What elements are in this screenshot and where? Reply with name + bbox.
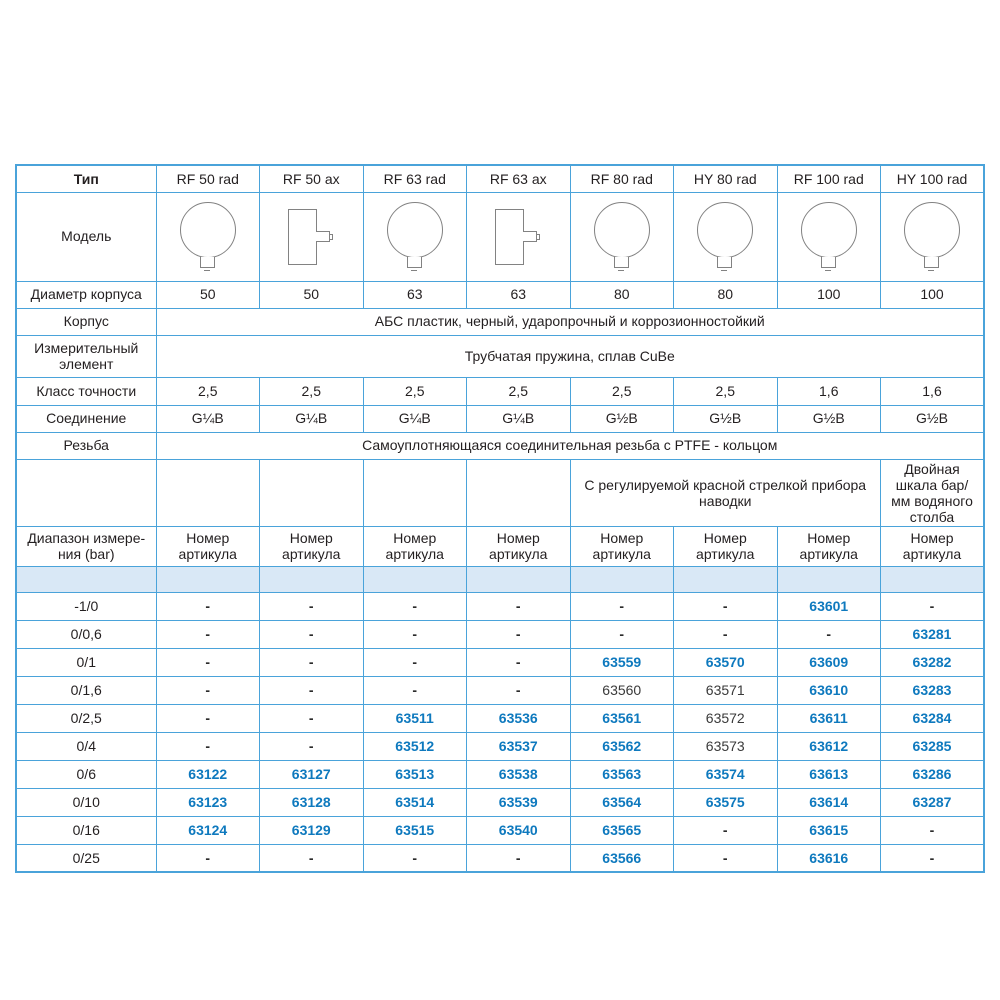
- spec-value-cell: 80: [674, 281, 778, 308]
- spec-row-label: Резьба: [16, 432, 156, 459]
- spec-value-cell: 63: [363, 281, 467, 308]
- empty-dash-cell: -: [674, 592, 778, 620]
- column-header-hy-80-rad: HY 80 rad: [674, 165, 778, 192]
- table-body: [16, 165, 984, 872]
- table-row-range: [16, 648, 984, 676]
- article-line1: Номер: [600, 530, 644, 547]
- article-number-cell: 63284: [881, 704, 985, 732]
- empty-dash-cell: -: [570, 592, 674, 620]
- article-number-cell: 63511: [363, 704, 467, 732]
- empty-dash-cell: -: [260, 592, 364, 620]
- spec-value-cell: G½B: [674, 405, 778, 432]
- article-number-cell: 63129: [260, 816, 364, 844]
- spec-row-label: Диаметр корпуса: [16, 281, 156, 308]
- empty-dash-cell: -: [467, 620, 571, 648]
- spec-value-cell: G¼B: [260, 405, 364, 432]
- table-row-spec: [16, 405, 984, 432]
- empty-dash-cell: -: [777, 620, 881, 648]
- article-number-header: [881, 526, 985, 566]
- shaded-empty-cell: [156, 566, 260, 592]
- table-row-spec: [16, 335, 984, 377]
- shaded-empty-cell: [881, 566, 985, 592]
- article-number-cell: 63570: [674, 648, 778, 676]
- spec-value-cell: 2,5: [467, 377, 571, 405]
- model-cell: [467, 192, 571, 281]
- article-number-header: [363, 526, 467, 566]
- column-header-rf-50-rad: RF 50 rad: [156, 165, 260, 192]
- model-cell: [156, 192, 260, 281]
- empty-dash-cell: -: [467, 648, 571, 676]
- article-line1: Номер: [910, 530, 954, 547]
- article-number-cell: 63540: [467, 816, 571, 844]
- table-row-range: [16, 816, 984, 844]
- dual-scale-feature-header: [881, 459, 985, 526]
- feature-empty-cell: [260, 459, 364, 526]
- article-number-cell: 63616: [777, 844, 881, 872]
- article-number-header: [570, 526, 674, 566]
- article-number-cell: 63573: [674, 732, 778, 760]
- range-label: 0/1,6: [16, 676, 156, 704]
- article-number-cell: 63539: [467, 788, 571, 816]
- spec-value-cell: 2,5: [156, 377, 260, 405]
- spec-value-cell: 100: [777, 281, 881, 308]
- table-row-range: [16, 788, 984, 816]
- article-number-cell: 63283: [881, 676, 985, 704]
- spec-value-cell: 2,5: [674, 377, 778, 405]
- range-label: 0/16: [16, 816, 156, 844]
- gauge-axial-icon: [492, 208, 544, 266]
- article-number-cell: 63610: [777, 676, 881, 704]
- article-number-cell: 63560: [570, 676, 674, 704]
- article-line2: артикула: [902, 546, 962, 563]
- feature-empty-label: [16, 459, 156, 526]
- spec-span-cell: АБС пластик, черный, ударопрочный и коррозионностойкий: [156, 308, 984, 335]
- article-number-cell: 63286: [881, 760, 985, 788]
- article-number-cell: 63128: [260, 788, 364, 816]
- spec-value-cell: 1,6: [777, 377, 881, 405]
- table-row-model: [16, 192, 984, 281]
- column-header-rf-63-rad: RF 63 rad: [363, 165, 467, 192]
- empty-dash-cell: -: [363, 592, 467, 620]
- article-number-cell: 63574: [674, 760, 778, 788]
- article-line1: Номер: [393, 530, 437, 547]
- article-number-cell: 63127: [260, 760, 364, 788]
- gauge-axial-icon: [285, 208, 337, 266]
- model-cell: [777, 192, 881, 281]
- empty-dash-cell: -: [674, 620, 778, 648]
- spec-value-cell: 80: [570, 281, 674, 308]
- gauge-radial-icon: [593, 201, 651, 273]
- empty-dash-cell: -: [260, 676, 364, 704]
- empty-dash-cell: -: [260, 648, 364, 676]
- empty-dash-cell: -: [156, 732, 260, 760]
- empty-dash-cell: -: [156, 844, 260, 872]
- empty-dash-cell: -: [363, 676, 467, 704]
- range-label: 0/4: [16, 732, 156, 760]
- range-label: 0/6: [16, 760, 156, 788]
- empty-dash-cell: -: [363, 620, 467, 648]
- table-row-spec: [16, 432, 984, 459]
- table-row-type: [16, 165, 984, 192]
- article-line2: артикула: [799, 546, 858, 563]
- table-row-range: [16, 760, 984, 788]
- article-number-cell: 63572: [674, 704, 778, 732]
- empty-dash-cell: -: [156, 592, 260, 620]
- article-number-cell: 63282: [881, 648, 985, 676]
- spec-value-cell: G½B: [777, 405, 881, 432]
- empty-dash-cell: -: [156, 648, 260, 676]
- red-pointer-feature-header: С регулируемой красной стрелкой прибора наводки: [570, 459, 881, 526]
- article-number-cell: 63575: [674, 788, 778, 816]
- spec-value-cell: 50: [260, 281, 364, 308]
- range-label: 0/0,6: [16, 620, 156, 648]
- gauge-radial-icon: [800, 201, 858, 273]
- spec-value-cell: 63: [467, 281, 571, 308]
- spec-row-label: Соединение: [16, 405, 156, 432]
- table-row-range: [16, 732, 984, 760]
- article-line1: Номер: [703, 530, 747, 547]
- article-number-cell: 63615: [777, 816, 881, 844]
- empty-dash-cell: -: [467, 676, 571, 704]
- article-number-cell: 63563: [570, 760, 674, 788]
- empty-dash-cell: -: [156, 704, 260, 732]
- article-number-cell: 63513: [363, 760, 467, 788]
- article-number-cell: 63514: [363, 788, 467, 816]
- empty-dash-cell: -: [156, 620, 260, 648]
- article-number-cell: 63536: [467, 704, 571, 732]
- table-row-spec: [16, 308, 984, 335]
- article-line2: артикула: [696, 546, 755, 563]
- article-number-cell: 63614: [777, 788, 881, 816]
- model-cell: [881, 192, 985, 281]
- table-row-range: [16, 844, 984, 872]
- empty-dash-cell: -: [881, 844, 985, 872]
- article-number-cell: 63601: [777, 592, 881, 620]
- range-label: 0/10: [16, 788, 156, 816]
- spec-value-cell: 100: [881, 281, 985, 308]
- spec-row-label: Измерительный элемент: [16, 335, 156, 377]
- empty-dash-cell: -: [156, 676, 260, 704]
- shaded-empty-cell: [363, 566, 467, 592]
- type-row-label: Тип: [16, 165, 156, 192]
- empty-dash-cell: -: [881, 592, 985, 620]
- empty-dash-cell: -: [467, 844, 571, 872]
- article-number-cell: 63538: [467, 760, 571, 788]
- spec-value-cell: 50: [156, 281, 260, 308]
- shaded-empty-cell: [777, 566, 881, 592]
- gauge-radial-icon: [386, 201, 444, 273]
- article-number-header: [674, 526, 778, 566]
- article-number-cell: 63124: [156, 816, 260, 844]
- range-label-line1: Диапазон измере-: [27, 530, 146, 547]
- model-cell: [674, 192, 778, 281]
- article-number-cell: 63537: [467, 732, 571, 760]
- article-number-header: [260, 526, 364, 566]
- shaded-empty-cell: [260, 566, 364, 592]
- empty-dash-cell: -: [363, 648, 467, 676]
- table-row-range: [16, 676, 984, 704]
- empty-dash-cell: -: [260, 704, 364, 732]
- spec-span-cell: Самоуплотняющаяся соединительная резьба с PTFE - кольцом: [156, 432, 984, 459]
- model-row-label: Модель: [16, 192, 156, 281]
- shaded-empty-cell: [674, 566, 778, 592]
- article-line2: артикула: [489, 546, 548, 563]
- article-number-cell: 63287: [881, 788, 985, 816]
- gauge-radial-icon: [903, 201, 961, 273]
- spec-value-cell: G¼B: [156, 405, 260, 432]
- range-label: 0/25: [16, 844, 156, 872]
- article-line2: артикула: [385, 546, 444, 563]
- article-line2: артикула: [178, 546, 237, 563]
- dual-scale-line2: мм водяного столба: [891, 492, 973, 525]
- empty-dash-cell: -: [674, 844, 778, 872]
- shaded-empty-cell: [467, 566, 571, 592]
- article-line1: Номер: [807, 530, 851, 547]
- article-line1: Номер: [289, 530, 333, 547]
- table-row-feature: [16, 459, 984, 526]
- table-row-range: [16, 620, 984, 648]
- range-label-line2: ния (bar): [57, 546, 115, 563]
- article-number-cell: 63122: [156, 760, 260, 788]
- empty-dash-cell: -: [467, 592, 571, 620]
- range-header-label: [16, 526, 156, 566]
- article-number-cell: 63564: [570, 788, 674, 816]
- article-number-cell: 63609: [777, 648, 881, 676]
- article-number-cell: 63123: [156, 788, 260, 816]
- article-number-cell: 63566: [570, 844, 674, 872]
- model-cell: [570, 192, 674, 281]
- spec-row-label: Класс точности: [16, 377, 156, 405]
- dual-scale-line1: Двойная шкала бар/: [895, 460, 969, 493]
- empty-dash-cell: -: [674, 816, 778, 844]
- column-header-rf-63-ax: RF 63 ax: [467, 165, 571, 192]
- article-number-cell: 63281: [881, 620, 985, 648]
- spec-value-cell: G¼B: [467, 405, 571, 432]
- article-number-cell: 63515: [363, 816, 467, 844]
- article-number-cell: 63613: [777, 760, 881, 788]
- table-row-spec: [16, 377, 984, 405]
- article-number-cell: 63612: [777, 732, 881, 760]
- spec-value-cell: 1,6: [881, 377, 985, 405]
- feature-empty-cell: [363, 459, 467, 526]
- empty-dash-cell: -: [363, 844, 467, 872]
- column-header-rf-100-rad: RF 100 rad: [777, 165, 881, 192]
- shaded-empty-label: [16, 566, 156, 592]
- spec-value-cell: G¼B: [363, 405, 467, 432]
- gauge-radial-icon: [179, 201, 237, 273]
- table-row-spec: [16, 281, 984, 308]
- model-cell: [363, 192, 467, 281]
- article-line1: Номер: [496, 530, 540, 547]
- column-header-hy-100-rad: HY 100 rad: [881, 165, 985, 192]
- empty-dash-cell: -: [570, 620, 674, 648]
- table-row-range: [16, 704, 984, 732]
- range-label: 0/1: [16, 648, 156, 676]
- table-row-shaded: [16, 566, 984, 592]
- article-line2: артикула: [282, 546, 341, 563]
- empty-dash-cell: -: [881, 816, 985, 844]
- article-number-header: [156, 526, 260, 566]
- shaded-empty-cell: [570, 566, 674, 592]
- article-number-cell: 63559: [570, 648, 674, 676]
- range-label: 0/2,5: [16, 704, 156, 732]
- article-number-cell: 63611: [777, 704, 881, 732]
- spec-value-cell: 2,5: [260, 377, 364, 405]
- spec-span-cell: Трубчатая пружина, сплав CuBe: [156, 335, 984, 377]
- table-row-range-header: [16, 526, 984, 566]
- column-header-rf-50-ax: RF 50 ax: [260, 165, 364, 192]
- article-number-cell: 63562: [570, 732, 674, 760]
- spec-value-cell: G½B: [881, 405, 985, 432]
- range-label: -1/0: [16, 592, 156, 620]
- spec-value-cell: 2,5: [570, 377, 674, 405]
- spec-value-cell: 2,5: [363, 377, 467, 405]
- pressure-gauge-spec-table: [15, 164, 985, 873]
- article-number-cell: 63285: [881, 732, 985, 760]
- model-cell: [260, 192, 364, 281]
- article-line1: Номер: [186, 530, 230, 547]
- spec-row-label: Корпус: [16, 308, 156, 335]
- gauge-radial-icon: [696, 201, 754, 273]
- article-number-cell: 63571: [674, 676, 778, 704]
- table-row-range: [16, 592, 984, 620]
- spec-value-cell: G½B: [570, 405, 674, 432]
- column-header-rf-80-rad: RF 80 rad: [570, 165, 674, 192]
- article-number-header: [467, 526, 571, 566]
- feature-empty-cell: [156, 459, 260, 526]
- article-number-cell: 63561: [570, 704, 674, 732]
- feature-empty-cell: [467, 459, 571, 526]
- empty-dash-cell: -: [260, 844, 364, 872]
- article-number-cell: 63512: [363, 732, 467, 760]
- empty-dash-cell: -: [260, 732, 364, 760]
- article-number-header: [777, 526, 881, 566]
- empty-dash-cell: -: [260, 620, 364, 648]
- article-line2: артикула: [592, 546, 651, 563]
- article-number-cell: 63565: [570, 816, 674, 844]
